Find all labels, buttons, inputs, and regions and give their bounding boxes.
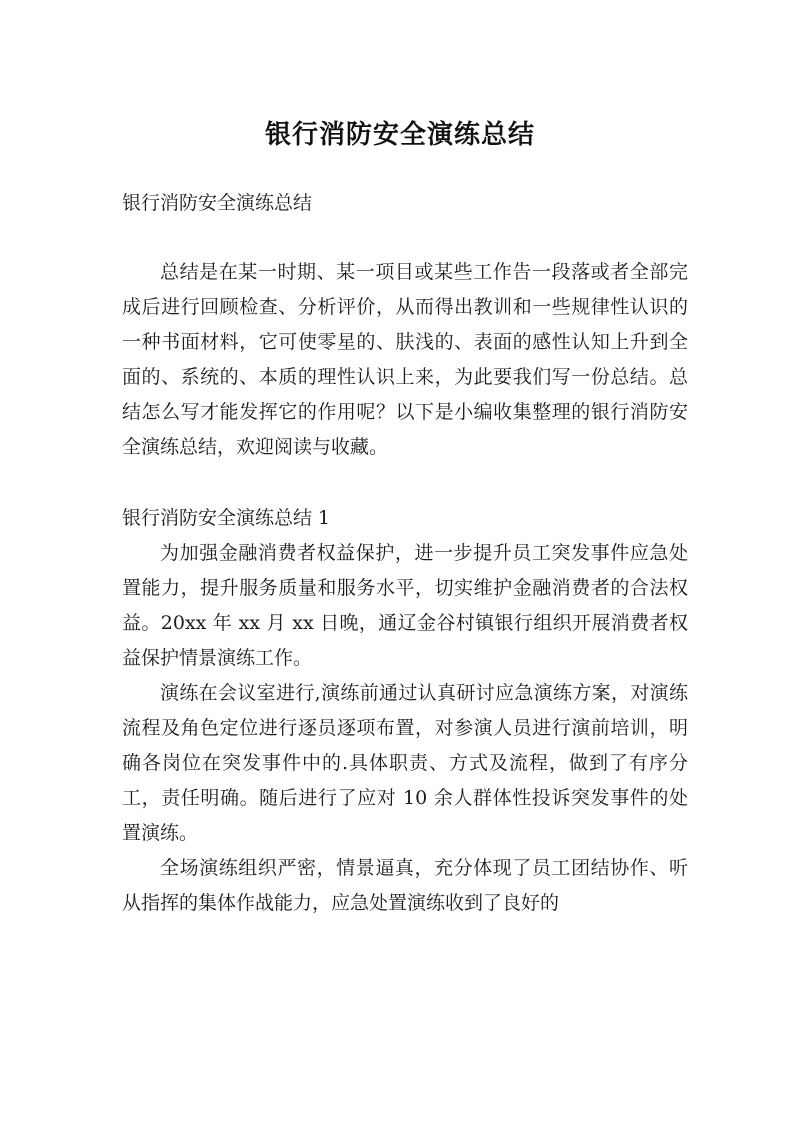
document-body	[122, 186, 688, 921]
spacer	[122, 465, 688, 501]
section-paragraph-3: 全场演练组织严密，情景逼真，充分体现了员工团结协作、听从指挥的集体作战能力，应急处置演练收到了良好的	[122, 857, 688, 914]
section-paragraph-2: 演练在会议室进行,演练前通过认真研讨应急演练方案，对演练流程及角色定位进行逐员逐项布置，对参演人员进行演前培训，明确各岗位在突发事件中的.具体职责、方式及流程，做到了有序分工，责任明确。随后进行了应对 10 余人群体性投诉突发事件的处置演练。	[122, 682, 688, 844]
section-heading: 银行消防安全演练总结 1	[122, 507, 331, 529]
intro-paragraph: 总结是在某一时期、某一项目或某些工作告一段落或者全部完成后进行回顾检查、分析评价，从而得出教训和一些规律性认识的一种书面材料，它可使零星的、肤浅的、表面的感性认知上升到全面的、系统的、本质的理性认识上来，为此要我们写一份总结。总结怎么写才能发挥它的作用呢？以下是小编收集整理的银行消防安全演练总结，欢迎阅读与收藏。	[122, 261, 688, 458]
spacer	[122, 221, 688, 255]
document-subtitle: 银行消防安全演练总结	[122, 192, 313, 214]
section-paragraph-1: 为加强金融消费者权益保护，进一步提升员工突发事件应急处置能力，提升服务质量和服务水平，切实维护金融消费者的合法权益。20xx 年 xx 月 xx 日晚，通辽金谷村镇银行组织开展消费者权益保护情景演练工作。	[122, 542, 688, 669]
document-title: 银行消防安全演练总结	[264, 120, 535, 151]
